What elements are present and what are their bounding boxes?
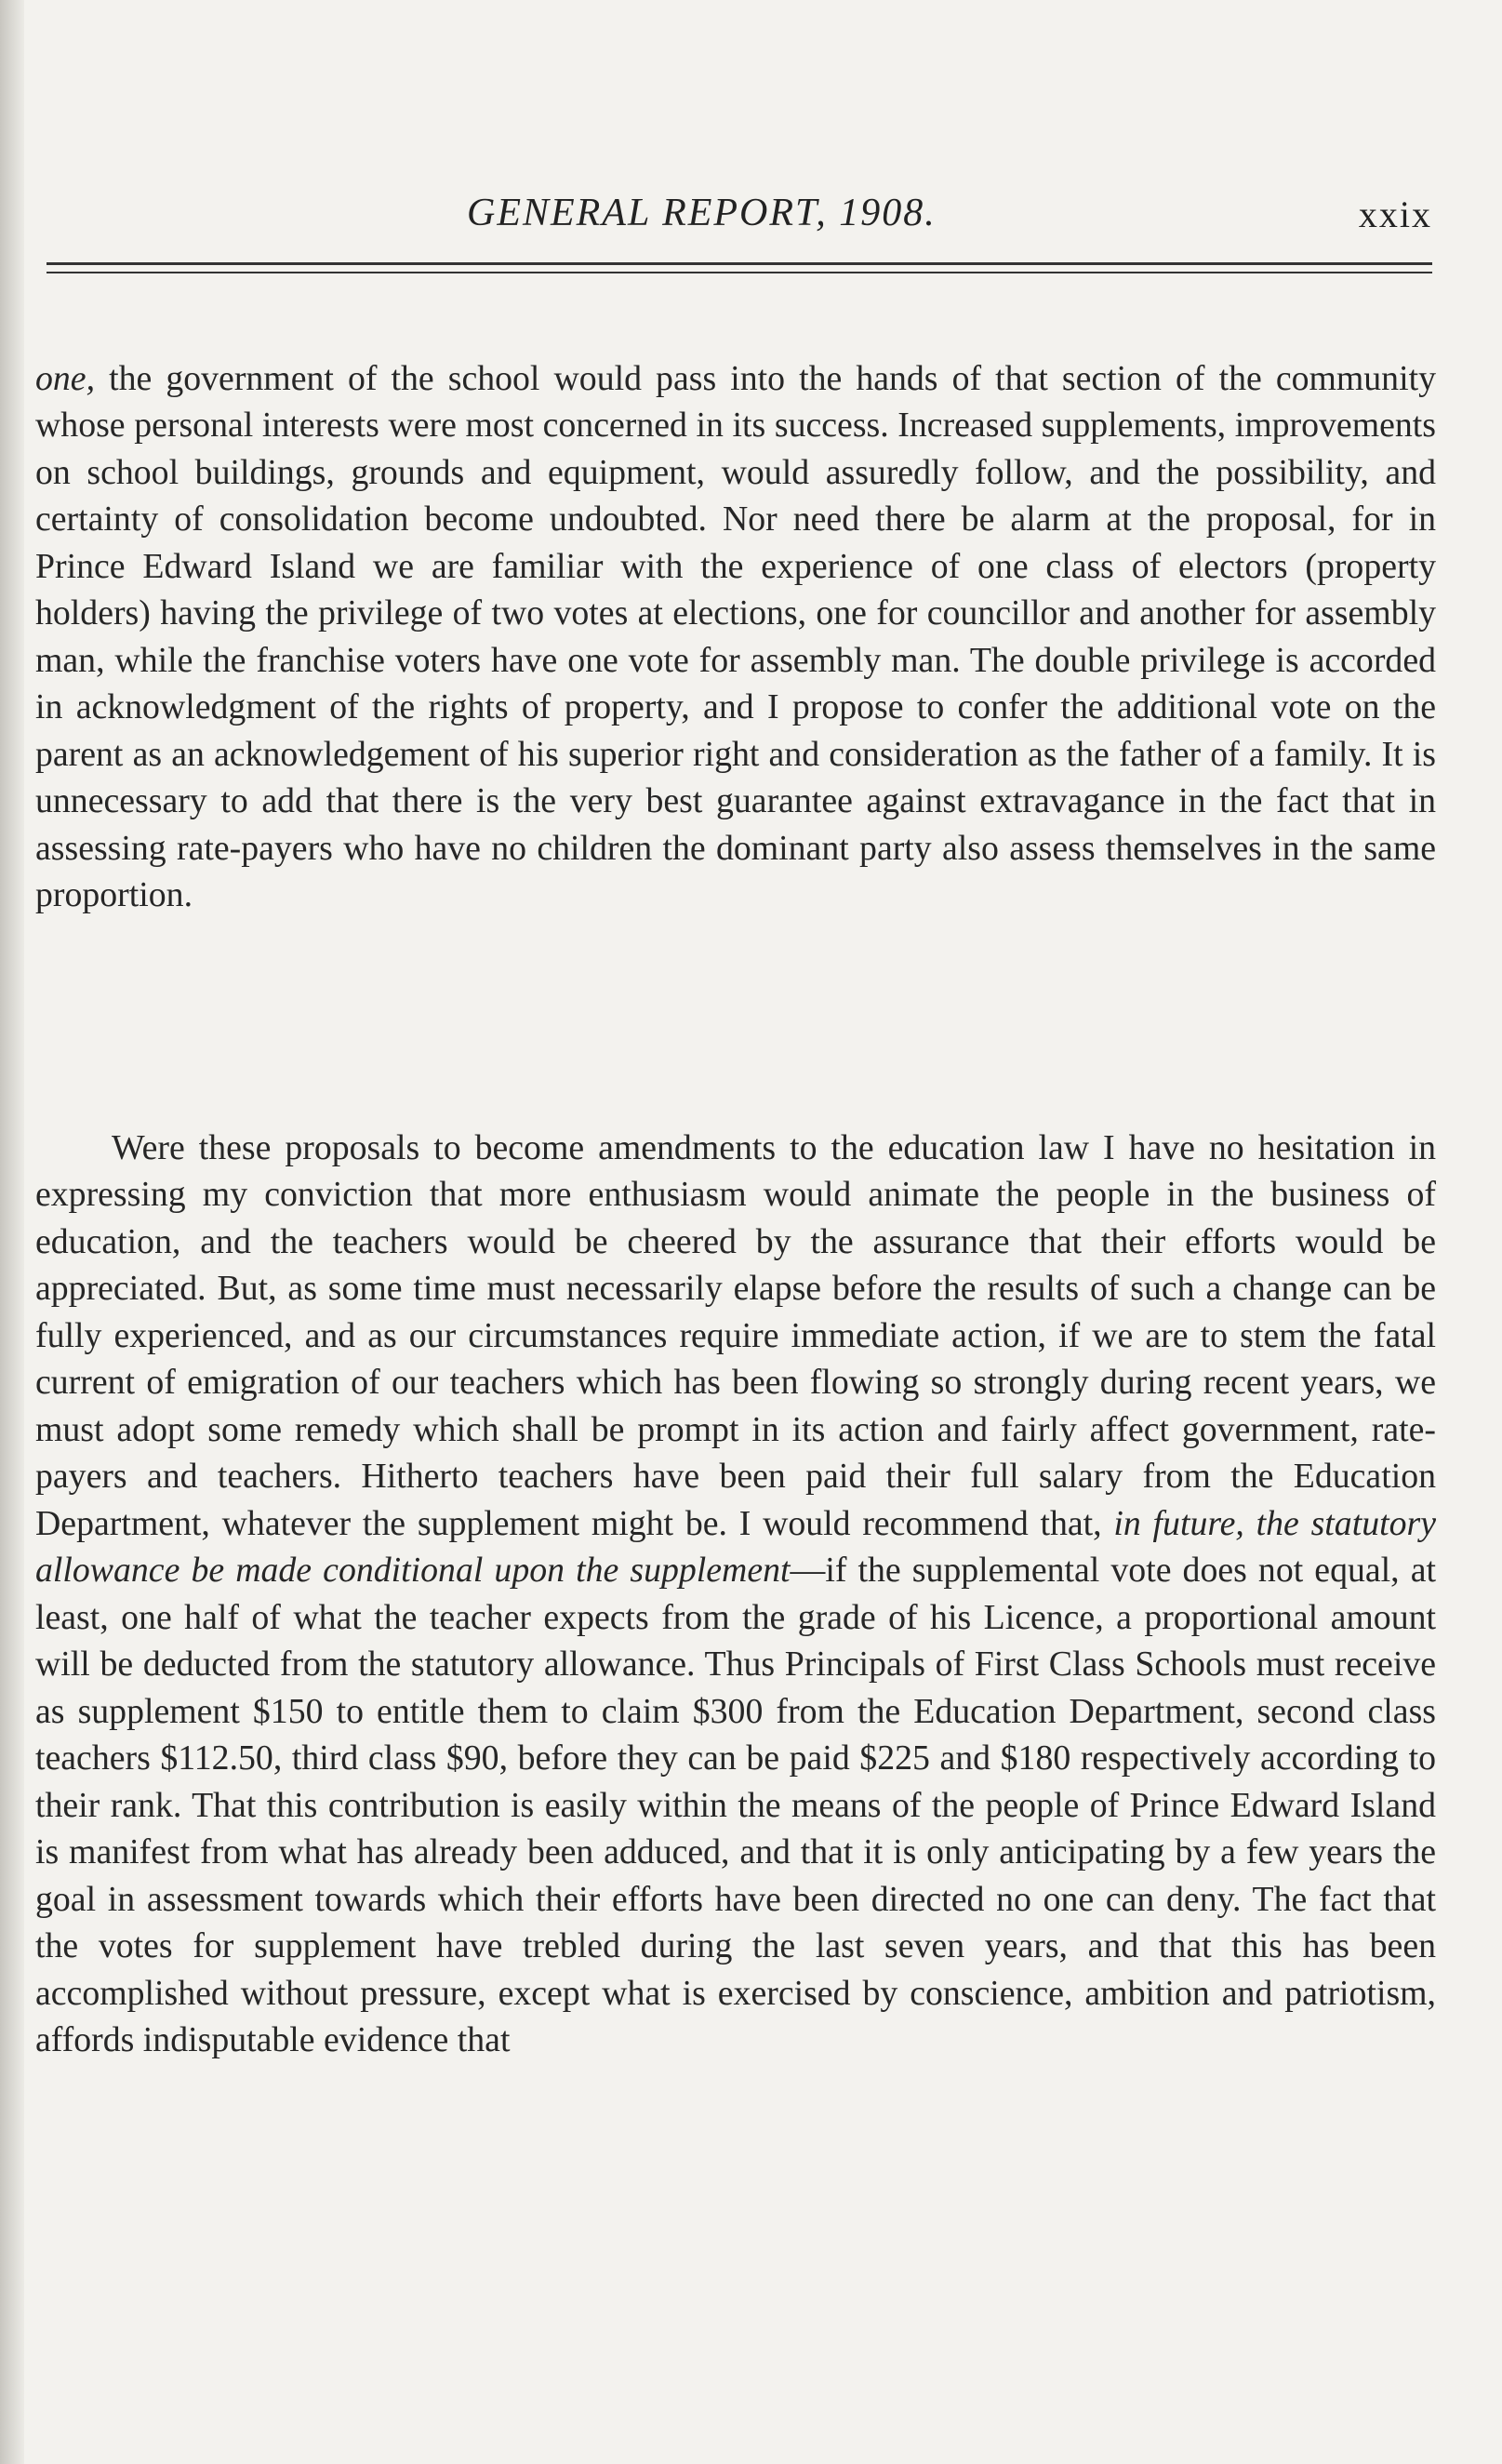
paragraph-2-text-a: Were these proposals to become amendments to the education law I have no hesitation in expressing my conviction that more enthusiasm would animate the people in the business of education, and the teachers would be cheered by the assurance that their efforts would be appreciated. But, as some time must necessarily elapse before the results of such a change can be fully experienced, and as our circumstances require immediate action, if we are to stem the fatal current of emigration of our teachers which has been flowing so strongly during recent years, we must adopt some remedy which shall be prompt in its action and fairly affect government, rate-payers and teachers. Hitherto teachers have been paid their full salary from the Education Department, whatever the supplement might be. I would recommend that, — [35, 1127, 1436, 1543]
scan-edge-shadow — [0, 0, 24, 2464]
header-rule-lower — [47, 272, 1432, 273]
paragraph-2-italic-phrase: in future, the statutory allowance be made conditional upon the supplement — [35, 1503, 1436, 1591]
running-head — [37, 191, 1432, 246]
paragraph-2-text-b: —if the supplemental vote does not equal, at least, one half of what the teacher expects from the grade of his Licence, a proportional amount will be deducted from the statutory allowance. Thus Principals of First Class Schools must receive as supplement $150 to entitle them to claim $300 from the Education Department, second class teachers $112.50, third class $90, before they can be paid $225 and $180 respectively according to their rank. That this contribution is easily within the means of the people of Prince Edward Island is manifest from what has already been adduced, and that it is only anticipating by a few years the goal in assessment towards which their efforts have been directed no one can deny. The fact that the votes for supplement have trebled during the last seven years, and that this has been accomplished without pressure, except what is exercised by conscience, ambition and patriotism, affords indisputable evidence that — [35, 1551, 1436, 2060]
header-rule-upper — [47, 262, 1432, 265]
paragraph-1 — [35, 355, 1436, 919]
paragraph-1-italic-lead: one, — [35, 358, 96, 398]
paragraph-1-text: the government of the school would pass into the hands of that section of the community whose personal interests were most concerned in its success. Increased supplements, improvements on school buildings, grounds and equipment, would assuredly follow, and the possibility, and certainty of consolidation become undoubted. Nor need there be alarm at the proposal, for in Prince Edward Island we are familiar with the experience of one class of electors (property holders) having the privilege of two votes at elections, one for councillor and another for assembly man, while the franchise voters have one vote for assembly man. The double privilege is accorded in acknowledgment of the rights of property, and I propose to confer the additional vote on the parent as an acknowledgement of his superior right and consideration as the father of a family. It is unnecessary to add that there is the very best guarantee against extravagance in the fact that in assessing rate-payers who have no children the dominant party also assess themselves in the same proportion. — [35, 358, 1436, 915]
page-number: xxix — [1358, 193, 1432, 235]
running-title: GENERAL REPORT, 1908. — [467, 192, 937, 234]
paragraph-2 — [35, 1125, 1436, 2064]
